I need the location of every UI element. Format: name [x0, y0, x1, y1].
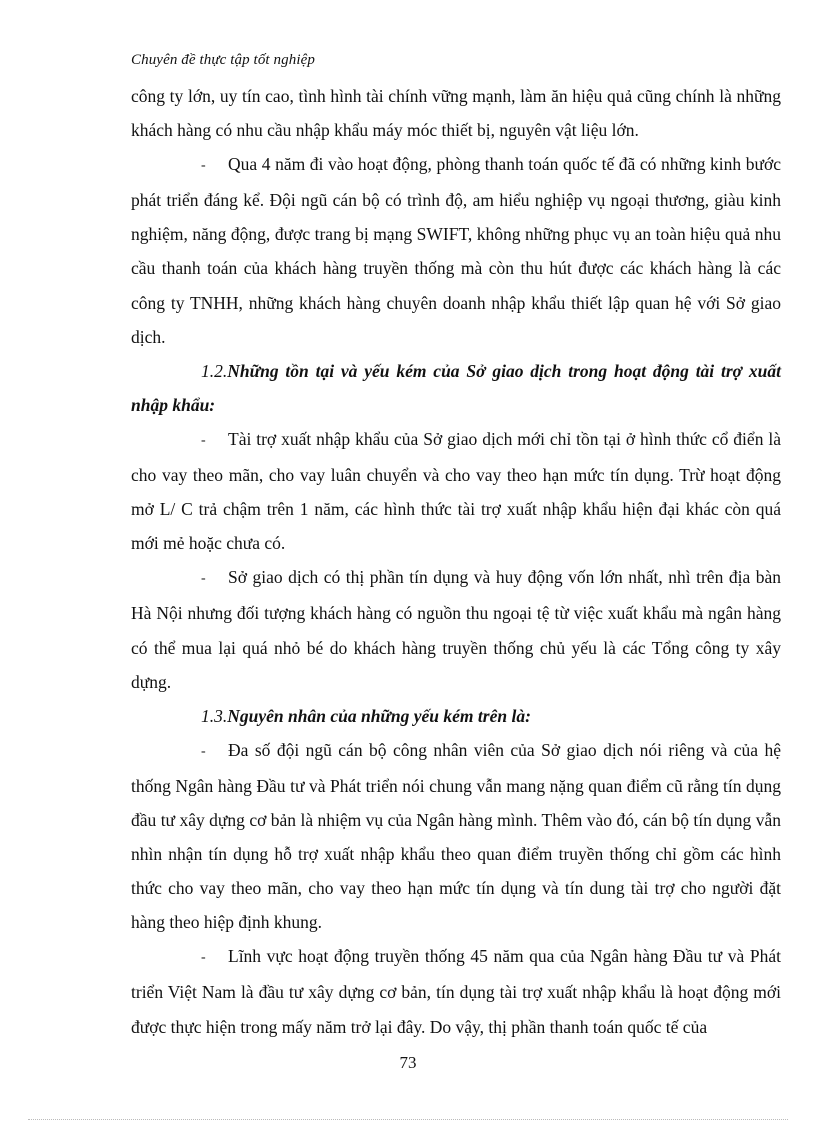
bullet-marker: -: [201, 158, 206, 174]
bullet-marker: -: [201, 571, 206, 587]
paragraph-continued: công ty lớn, uy tín cao, tình hình tài chính vững mạnh, làm ăn hiệu quả cũng chính là những khách hàng có nhu cầu nhập khẩu máy móc thiết bị, nguyên vật liệu lớn.: [131, 86, 781, 141]
bullet-paragraph: [131, 733, 781, 940]
bullet-paragraph: [131, 422, 781, 560]
section-heading-1-3: [131, 699, 781, 733]
page-number: 73: [399, 1053, 417, 1072]
bullet-text: Qua 4 năm đi vào hoạt động, phòng thanh toán quốc tế đã có những kinh bước phát triển đáng kể. Đội ngũ cán bộ có trình độ, am hiểu nghiệp vụ ngoại thương, giàu kinh nghiệm, năng động, được trang bị mạng SWIFT, không những phục vụ an toàn hiệu quả nhu cầu thanh toán của khách hàng truyền thống mà còn thu hút được các khách hàng là các công ty TNHH, những khách hàng chuyên doanh nhập khẩu thiết lập quan hệ với Sở giao dịch.: [131, 154, 781, 347]
bullet-text: Đa số đội ngũ cán bộ công nhân viên của Sở giao dịch nói riêng và của hệ thống Ngân hàng Đầu tư và Phát triển nói chung vẫn mang nặng quan điểm cũ rằng tín dụng đầu tư xây dựng cơ bản là nhiệm vụ của Ngân hàng mình. Thêm vào đó, cán bộ tín dụng vẫn nhìn nhận tín dụng hỗ trợ xuất nhập khẩu theo quan điểm truyền thống chỉ gồm các hình thức cho vay theo mãn, cho vay theo hạn mức tín dụng và tín dung tài trợ cho người đặt hàng theo hiệp định khung.: [131, 739, 781, 933]
bullet-marker: -: [201, 950, 206, 966]
bullet-text: Lĩnh vực hoạt động truyền thống 45 năm qua của Ngân hàng Đầu tư và Phát triển Việt Nam là đầu tư xây dựng cơ bản, tín dụng tài trợ xuất nhập khẩu là hoạt động mới được thực hiện trong mấy năm trở lại đây. Do vậy, thị phần thanh toán quốc tế của: [131, 946, 781, 1037]
section-heading-1-2: [131, 354, 781, 422]
bullet-text: Sở giao dịch có thị phần tín dụng và huy động vốn lớn nhất, nhì trên địa bàn Hà Nội nhưng đối tượng khách hàng có nguồn thu ngoại tệ từ việc xuất khẩu mà ngân hàng có thể mua lại quá nhỏ bé do khách hàng truyền thống chủ yếu là các Tổng công ty xây dựng.: [131, 567, 781, 692]
bullet-text: Tài trợ xuất nhập khẩu của Sở giao dịch mới chỉ tồn tại ở hình thức cổ điển là cho vay theo mãn, cho vay luân chuyển và cho vay theo hạn mức tín dụng. Trừ hoạt động mở L/ C trả chậm trên 1 năm, các hình thức tài trợ xuất nhập khẩu hiện đại khác còn quá mới mẻ hoặc chưa có.: [131, 428, 781, 554]
heading-text: Nguyên nhân của những yếu kém trên là:: [227, 705, 531, 726]
page-bottom-divider: [28, 1119, 788, 1120]
heading-number: 1.2.: [201, 360, 228, 381]
heading-text: Những tồn tại và yếu kém của Sở giao dịch trong hoạt động tài trợ xuất nhập khẩu:: [131, 360, 781, 415]
bullet-marker: -: [201, 432, 206, 448]
bullet-paragraph: [131, 560, 781, 698]
page-body: [131, 79, 781, 1044]
heading-number: 1.3.: [201, 705, 228, 726]
bullet-paragraph: [131, 939, 781, 1043]
bullet-paragraph: [131, 147, 781, 354]
bullet-marker: -: [201, 743, 206, 759]
running-header: Chuyên đề thực tập tốt nghiệp: [131, 52, 315, 68]
